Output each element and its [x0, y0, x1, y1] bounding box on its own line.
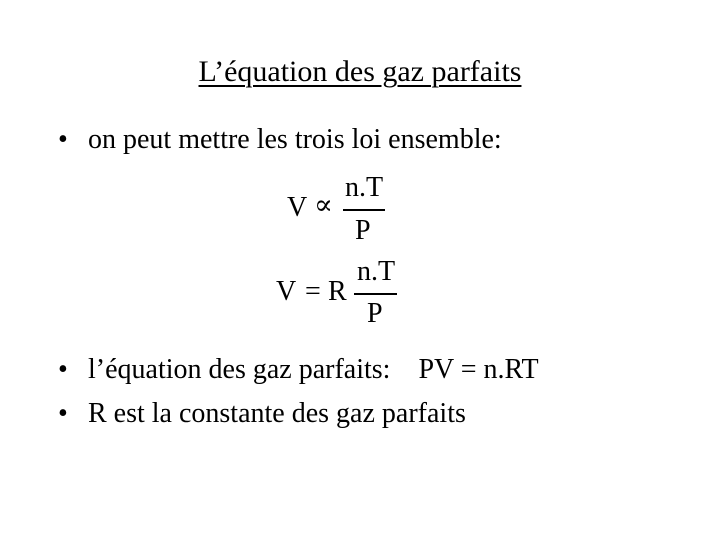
ideal-gas-formula: PV = n.RT	[418, 354, 539, 385]
slide-title	[0, 52, 720, 92]
bullet-dot: •	[58, 124, 68, 155]
fraction-denominator: P	[355, 215, 371, 246]
fraction-numerator: n.T	[357, 256, 396, 287]
equation-lhs: V	[276, 276, 297, 307]
bullet-text: on peut mettre les trois loi ensemble:	[88, 124, 502, 155]
fraction-denominator: P	[367, 298, 383, 329]
bullet-text: R est la constante des gaz parfaits	[88, 398, 466, 429]
bullet-item	[58, 397, 466, 431]
proportional-symbol: ∝	[314, 190, 333, 221]
equation-lhs: V	[287, 192, 308, 223]
bullet-item	[58, 353, 539, 387]
equals-sign: =	[305, 276, 321, 307]
bullet-dot: •	[58, 398, 68, 429]
fraction-bar	[354, 293, 397, 295]
bullet-dot: •	[58, 354, 68, 385]
fraction-bar	[343, 209, 385, 211]
gas-constant-symbol: R	[328, 276, 347, 307]
bullet-item	[58, 123, 502, 157]
bullet-text: l’équation des gaz parfaits:	[88, 354, 391, 385]
slide-title-text: L’équation des gaz parfaits	[198, 55, 522, 88]
fraction-numerator: n.T	[345, 172, 384, 203]
